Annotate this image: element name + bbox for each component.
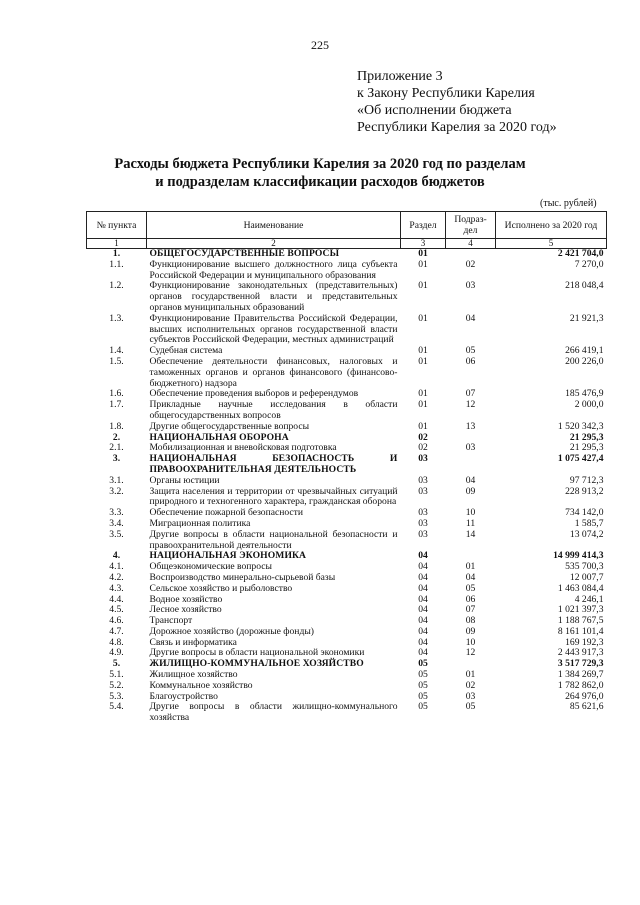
row-section: 03 [418, 517, 428, 529]
row-number: 3.4. [109, 517, 124, 529]
appendix-block [357, 68, 557, 136]
row-amount: 1 075 427,4 [557, 453, 604, 465]
row-number: 5. [112, 658, 121, 670]
row-amount: 4 246,1 [574, 593, 604, 605]
header-row [87, 212, 607, 239]
row-amount: 3 517 729,3 [557, 658, 604, 670]
row-name: Миграционная политика [149, 517, 251, 529]
row-subsection: 07 [465, 388, 476, 400]
row-name: НАЦИОНАЛЬНАЯ ОБОРОНА [149, 431, 289, 443]
row-amount: 97 712,3 [569, 474, 604, 486]
header-item-number: № пункта [87, 212, 147, 239]
row-section: 01 [418, 345, 428, 357]
row-number: 1.4. [109, 345, 124, 357]
row-number: 3.3. [109, 507, 124, 519]
row-subsection: 13 [465, 420, 476, 432]
row-section: 04 [418, 615, 428, 627]
row-name: Воспроизводство минерально-сырьевой базы [149, 571, 336, 583]
row-section: 05 [418, 669, 428, 681]
row-subsection: 12 [465, 647, 476, 659]
row-number: 4.4. [109, 593, 124, 605]
row-name: Общеэкономические вопросы [149, 561, 272, 573]
row-section: 04 [418, 561, 428, 573]
row-section: 04 [418, 636, 428, 648]
row-amount: 1 782 862,0 [557, 679, 604, 691]
row-amount: 2 421 704,0 [557, 248, 604, 259]
row-number: 1.1. [109, 258, 124, 270]
row-subsection: 06 [465, 593, 476, 605]
row-amount: 1 585,7 [574, 517, 604, 529]
row-amount: 12 007,7 [569, 571, 604, 583]
table-row [87, 487, 607, 509]
row-name: Связь и информатика [149, 636, 237, 648]
row-name: Мобилизационная и вневойсковая подготовка [149, 442, 337, 454]
row-subsection: 03 [465, 690, 476, 702]
row-section: 05 [418, 679, 428, 691]
row-number: 1.6. [109, 388, 124, 400]
row-name: Обеспечение деятельности финансовых, налоговых и таможенных органов и органов финансового (финансово-бюджетного) надзора [149, 355, 398, 389]
row-section: 03 [418, 453, 428, 465]
row-section: 04 [418, 625, 428, 637]
row-number: 2. [112, 431, 121, 443]
row-amount: 535 700,3 [565, 561, 604, 573]
row-number: 3.2. [109, 485, 124, 497]
row-number: 1.8. [109, 420, 124, 432]
table-row [87, 702, 607, 724]
row-number: 5.3. [109, 690, 124, 702]
title-line: Расходы бюджета Республики Карелия за 2020 год по разделам [114, 156, 526, 172]
row-name: Дорожное хозяйство (дорожные фонды) [149, 625, 314, 637]
row-number: 4.7. [109, 625, 124, 637]
row-name: Другие вопросы в области национальной экономики [149, 647, 365, 659]
row-amount: 13 074,2 [569, 528, 604, 540]
row-number: 1.5. [109, 355, 124, 367]
units-label: (тыс. рублей) [540, 198, 597, 209]
row-section: 01 [418, 355, 428, 367]
row-name: Лесное хозяйство [149, 604, 222, 616]
row-section: 04 [418, 550, 428, 562]
row-amount: 14 999 414,3 [553, 550, 604, 562]
row-name: Другие вопросы в области национальной безопасности и правоохранительной деятельности [149, 528, 398, 551]
header-subsection: Подраз-дел [446, 212, 496, 239]
row-subsection: 04 [465, 571, 476, 583]
row-number: 5.4. [109, 701, 124, 713]
row-subsection: 02 [465, 679, 476, 691]
row-subsection: 03 [465, 280, 476, 292]
header-executed: Исполнено за 2020 год [496, 212, 607, 239]
row-name: Транспорт [149, 615, 193, 627]
row-subsection: 10 [465, 636, 476, 648]
row-number: 4.1. [109, 561, 124, 573]
row-section: 04 [418, 571, 428, 583]
index-cell: 3 [401, 239, 446, 249]
row-subsection: 14 [465, 528, 476, 540]
row-amount: 1 021 397,3 [557, 604, 604, 616]
row-number: 4.3. [109, 582, 124, 594]
row-subsection: 05 [465, 701, 476, 713]
row-section: 04 [418, 604, 428, 616]
index-cell: 4 [446, 239, 496, 249]
row-section: 01 [418, 280, 428, 292]
row-amount: 264 976,0 [565, 690, 604, 702]
row-amount: 169 192,3 [565, 636, 604, 648]
row-amount: 185 476,9 [565, 388, 604, 400]
row-amount: 2 443 917,3 [557, 647, 604, 659]
index-row [87, 239, 607, 249]
row-number: 4.8. [109, 636, 124, 648]
row-subsection: 07 [465, 604, 476, 616]
row-section: 01 [418, 312, 428, 324]
row-amount: 1 188 767,5 [557, 615, 604, 627]
row-section: 03 [418, 485, 428, 497]
document-title [0, 155, 640, 191]
row-name: Функционирование Правительства Российской Федерации, высших исполнительных органов государственной власти субъектов Российской Федерации, местных администраций [149, 312, 398, 346]
row-amount: 21 921,3 [569, 312, 604, 324]
row-amount: 21 295,3 [569, 442, 604, 454]
row-name: Сельское хозяйство и рыболовство [149, 582, 293, 594]
row-subsection: 04 [465, 312, 476, 324]
row-subsection: 09 [465, 485, 476, 497]
row-number: 3. [112, 453, 121, 465]
row-number: 3.1. [109, 474, 124, 486]
row-subsection: 05 [465, 582, 476, 594]
row-section: 03 [418, 474, 428, 486]
row-section: 01 [418, 258, 428, 270]
index-cell: 2 [147, 239, 401, 249]
row-subsection: 05 [465, 345, 476, 357]
table-row [87, 400, 607, 422]
row-amount: 1 384 269,7 [557, 669, 604, 681]
row-subsection: 09 [465, 625, 476, 637]
row-subsection: 11 [465, 517, 476, 529]
row-name: Обеспечение проведения выборов и референдумов [149, 388, 359, 400]
row-subsection: 03 [465, 442, 476, 454]
row-number: 4.5. [109, 604, 124, 616]
row-name: Другие вопросы в области жилищно-коммунального хозяйства [149, 701, 398, 724]
row-name: Другие общегосударственные вопросы [149, 420, 310, 432]
row-name: Защита населения и территории от чрезвычайных ситуаций природного и техногенного характера, гражданская оборона [149, 485, 398, 508]
row-section: 02 [418, 431, 428, 443]
row-section: 03 [418, 507, 428, 519]
row-amount: 2 000,0 [574, 399, 604, 411]
appendix-line: к Закону Республики Карелия [357, 86, 535, 101]
row-name: НАЦИОНАЛЬНАЯ БЕЗОПАСНОСТЬ И ПРАВООХРАНИТЕЛЬНАЯ ДЕЯТЕЛЬНОСТЬ [149, 453, 398, 475]
row-name: Коммунальное хозяйство [149, 679, 253, 691]
table-row [87, 454, 607, 476]
table-row [87, 530, 607, 552]
row-section: 04 [418, 647, 428, 659]
row-number: 2.1. [109, 442, 124, 454]
row-subsection [446, 454, 496, 476]
table-row [87, 584, 607, 595]
row-subsection: 08 [465, 615, 476, 627]
row-number: 1. [112, 248, 121, 259]
row-section: 01 [418, 388, 428, 400]
row-number: 1.7. [109, 399, 124, 411]
row-amount: 266 419,1 [565, 345, 604, 357]
index-cell: 1 [87, 239, 147, 249]
header-name: Наименование [147, 212, 401, 239]
row-name: Судебная система [149, 345, 223, 357]
row-name: НАЦИОНАЛЬНАЯ ЭКОНОМИКА [149, 550, 307, 562]
table-row [87, 357, 607, 389]
row-amount: 1 520 342,3 [557, 420, 604, 432]
row-number: 4. [112, 550, 121, 562]
table-row [87, 314, 607, 346]
row-number: 5.2. [109, 679, 124, 691]
row-name: Жилищное хозяйство [149, 669, 238, 681]
row-amount: 228 913,2 [565, 485, 604, 497]
row-number: 4.6. [109, 615, 124, 627]
row-number: 5.1. [109, 669, 124, 681]
row-section: 01 [418, 420, 428, 432]
row-subsection: 10 [465, 507, 476, 519]
row-number: 4.2. [109, 571, 124, 583]
row-name: Водное хозяйство [149, 593, 223, 605]
row-amount: 21 295,3 [569, 431, 604, 443]
page-number: 225 [311, 38, 329, 52]
row-name: Благоустройство [149, 690, 218, 702]
row-subsection: 04 [465, 474, 476, 486]
row-name: Прикладные научные исследования в области общегосударственных вопросов [149, 399, 398, 421]
header-section: Раздел [401, 212, 446, 239]
row-amount: 8 161 101,4 [557, 625, 604, 637]
appendix-line: Республики Карелия за 2020 год» [357, 120, 557, 135]
row-amount: 734 142,0 [565, 507, 604, 519]
row-subsection: 01 [465, 561, 476, 573]
row-section: 05 [418, 690, 428, 702]
row-name: ОБЩЕГОСУДАРСТВЕННЫЕ ВОПРОСЫ [149, 248, 340, 259]
row-amount: 7 270,0 [574, 258, 604, 270]
row-section: 05 [418, 701, 428, 713]
row-subsection: 02 [465, 258, 476, 270]
row-name: Функционирование законодательных (представительных) органов государственной власти и представительных органов муниципальных образований [149, 280, 398, 313]
row-name: Обеспечение пожарной безопасности [149, 507, 304, 519]
index-cell: 5 [496, 239, 607, 249]
row-number: 3.5. [109, 528, 124, 540]
appendix-line: «Об исполнении бюджета [357, 103, 512, 118]
row-section: 02 [418, 442, 428, 454]
row-subsection: 01 [465, 669, 476, 681]
title-line: и подразделам классификации расходов бюджетов [155, 174, 485, 190]
row-amount: 85 621,6 [569, 701, 604, 713]
budget-table [86, 211, 607, 724]
table-row [87, 476, 607, 487]
row-subsection: 12 [465, 399, 476, 411]
table-row [87, 260, 607, 282]
table-row [87, 422, 607, 433]
row-number: 1.3. [109, 312, 124, 324]
row-subsection: 06 [465, 355, 476, 367]
row-number: 1.2. [109, 280, 124, 292]
row-number: 4.9. [109, 647, 124, 659]
row-section: 01 [418, 399, 428, 411]
row-section: 04 [418, 582, 428, 594]
row-section: 05 [418, 658, 428, 670]
row-amount: 1 463 084,4 [557, 582, 604, 594]
table-row [87, 281, 607, 313]
row-name: Органы юстиции [149, 474, 220, 486]
row-section: 03 [418, 528, 428, 540]
appendix-line: Приложение 3 [357, 69, 443, 84]
row-section: 01 [418, 248, 428, 259]
row-name: ЖИЛИЩНО-КОММУНАЛЬНОЕ ХОЗЯЙСТВО [149, 658, 364, 670]
row-section: 04 [418, 593, 428, 605]
table-body [87, 249, 607, 725]
row-amount: 200 226,0 [565, 355, 604, 367]
row-amount: 218 048,4 [565, 280, 604, 292]
row-name: Функционирование высшего должностного лица субъекта Российской Федерации и муниципального образования [149, 258, 398, 281]
